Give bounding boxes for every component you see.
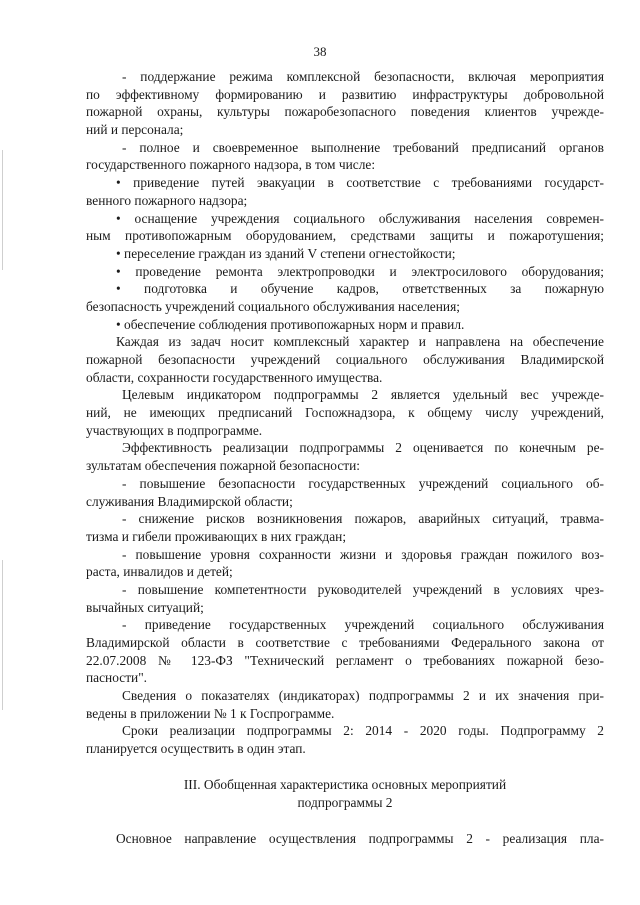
body-text-line: по эффективному формированию и развитию инфраструктуры добровольной [86, 86, 604, 102]
body-text-line: Владимирской области в соответствие с требованиями Федерального закона от [86, 635, 604, 650]
section-gap [86, 812, 604, 830]
body-text-line: государственного пожарного надзора, в том числе: [86, 157, 376, 173]
body-text-line: Целевым индикатором подпрограммы 2 является удельный вес учрежде- [122, 387, 604, 403]
section-heading-line-1: III. Обобщенная характеристика основных мероприятий [183, 776, 507, 792]
body-text-line: Каждая из задач носит комплексный характер и направлена на обеспечение [116, 334, 604, 350]
body-text-line: планируется осуществить в один этап. [86, 741, 306, 757]
body-text-line: вычайных ситуаций; [86, 599, 204, 615]
body-text-line: участвующих в подпрограмме. [86, 422, 263, 438]
body-text-line: - снижение рисков возникновения пожаров, аварийных ситуаций, травма- [122, 511, 604, 527]
body-text-line: Сведения о показателях (индикаторах) подпрограммы 2 и их значения при- [122, 688, 604, 704]
section-heading-line-2: подпрограммы 2 [297, 794, 393, 810]
body-text-line: - поддержание режима комплексной безопасности, включая мероприятия [122, 69, 604, 84]
body-text-line: • обеспечение соблюдения противопожарных норм и правил. [116, 316, 465, 332]
body-text-line: ным противопожарным оборудованием, средствами защиты и пожаротушения; [86, 228, 604, 244]
body-text-line: - приведение государственных учреждений социального обслуживания [122, 617, 604, 633]
body-text-line: ний и персонала; [86, 122, 184, 138]
body-text-line: - повышение компетентности руководителей учреждений в условиях чрез- [122, 581, 604, 597]
body-text-line: тизма и гибели проживающих в них граждан; [86, 528, 347, 544]
body-text-line: пожарной охраны, культуры пожаробезопасного поведения клиентов учрежде- [86, 104, 604, 120]
body-paragraphs [86, 68, 604, 758]
page-number: 38 [313, 44, 327, 59]
body-text-line: 22.07.2008 № 123-ФЗ "Технический регламент о требованиях пожарной безо- [86, 652, 604, 668]
body-text-line: венного пожарного надзора; [86, 192, 248, 208]
body-text-line: ний, не имеющих предписаний Госпожнадзора, к общему числу учреждений, [86, 405, 604, 421]
body-text-line: области, сохранности государственного имущества. [86, 369, 383, 385]
body-text-line: - полное и своевременное выполнение требований предписаний органов [122, 139, 604, 155]
scan-edge-mark [2, 560, 3, 710]
body-text-line: ведены в приложении № 1 к Госпрограмме. [86, 705, 335, 721]
body-text-line: безопасность учреждений социального обслуживания населения; [86, 298, 460, 314]
body-text-line: • оснащение учреждения социального обслуживания населения современ- [116, 210, 604, 226]
body-text-line: • переселение граждан из зданий V степени огнестойкости; [116, 245, 456, 261]
body-text-line: служивания Владимирской области; [86, 493, 293, 509]
body-text-line: раста, инвалидов и детей; [86, 564, 233, 580]
body-text-line: пасности". [86, 670, 148, 686]
section-gap [86, 758, 604, 776]
body-text-line: Эффективность реализации подпрограммы 2 оценивается по конечным ре- [122, 440, 604, 456]
body-text-line: - повышение уровня сохранности жизни и здоровья граждан пожилого воз- [122, 546, 604, 562]
body-text-line: Основное направление осуществления подпрограммы 2 - реализация пла- [116, 830, 604, 846]
document-body [86, 68, 604, 848]
body-text-line: • подготовка и обучение кадров, ответственных за пожарную [116, 281, 604, 297]
scan-edge-mark [2, 150, 3, 270]
body-text-line: • проведение ремонта электропроводки и электросилового оборудования; [116, 263, 604, 279]
body-text-line: - повышение безопасности государственных учреждений социального об- [122, 475, 604, 491]
body-text-line: зультатам обеспечения пожарной безопасности: [86, 458, 361, 474]
body-text-line: • приведение путей эвакуации в соответствие с требованиями государст- [116, 175, 604, 191]
body-text-line: пожарной безопасности учреждений социального обслуживания Владимирской [86, 352, 604, 367]
body-text-line: Сроки реализации подпрограммы 2: 2014 - 2020 годы. Подпрограмму 2 [122, 723, 604, 739]
